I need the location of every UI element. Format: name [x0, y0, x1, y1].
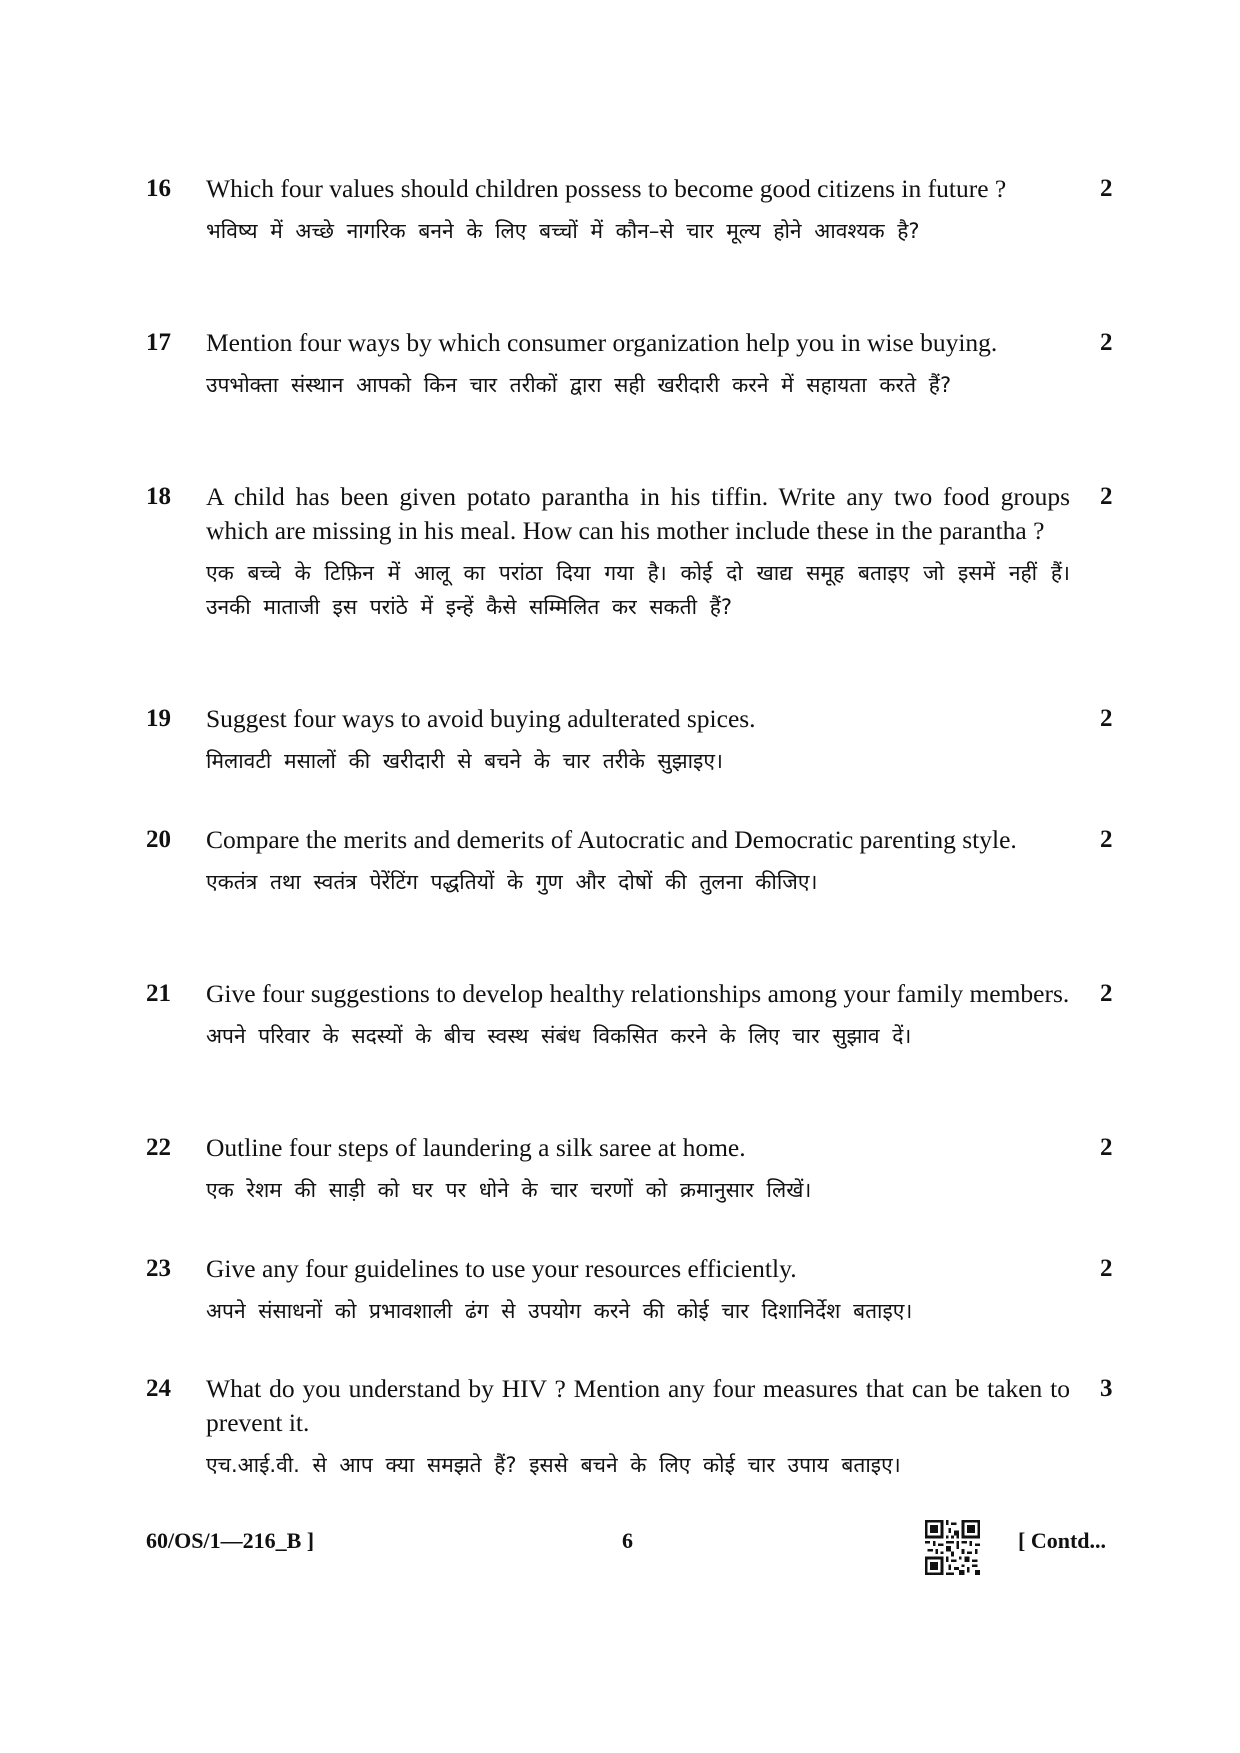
question-marks: 2: [1100, 980, 1113, 1007]
qr-code-icon: [925, 1520, 980, 1575]
question-text-english: Which four values should children possess to become good citizens in future ?: [206, 174, 1007, 203]
question-text-hindi: अपने संसाधनों को प्रभावशाली ढंग से उपयोग करने की कोई चार दिशानिर्देश बताइए।: [206, 1299, 913, 1323]
question-number: 16: [146, 175, 171, 202]
question-text-english: Compare the merits and demerits of Autocratic and Democratic parenting style.: [206, 825, 1017, 854]
question-body: [206, 823, 1070, 899]
question-text-hindi: मिलावटी मसालों की खरीदारी से बचने के चार तरीके सुझाइए।: [206, 749, 723, 773]
question-number: 24: [146, 1375, 171, 1402]
page-footer: [0, 1526, 1240, 1586]
question-number: 22: [146, 1134, 171, 1161]
question-text-hindi: एक रेशम की साड़ी को घर पर धोने के चार चरणों को क्रमानुसार लिखें।: [206, 1178, 812, 1202]
question-marks: 2: [1100, 175, 1113, 202]
question-text-hindi: एच.आई.वी. से आप क्या समझते हैं? इससे बचने के लिए कोई चार उपाय बताइए।: [206, 1453, 901, 1477]
question-text-english: Give four suggestions to develop healthy relationships among your family members.: [206, 979, 1070, 1008]
question-marks: 2: [1100, 1134, 1113, 1161]
question-marks: 3: [1100, 1375, 1113, 1402]
question-marks: 2: [1100, 483, 1113, 510]
question-number: 19: [146, 705, 171, 732]
question-text-hindi: एकतंत्र तथा स्वतंत्र पेरेंटिंग पद्धतियों के गुण और दोषों की तुलना कीजिए।: [206, 870, 818, 894]
question-marks: 2: [1100, 1255, 1113, 1282]
question-text-english: Give any four guidelines to use your resources efficiently.: [206, 1254, 797, 1283]
question-marks: 2: [1100, 329, 1113, 356]
question-body: [206, 977, 1070, 1053]
question-text-hindi: अपने परिवार के सदस्यों के बीच स्वस्थ संबंध विकसित करने के लिए चार सुझाव दें।: [206, 1024, 912, 1048]
page-number: 6: [622, 1528, 633, 1553]
question-text-hindi: भविष्य में अच्छे नागरिक बनने के लिए बच्चों में कौन–से चार मूल्य होने आवश्यक है?: [206, 219, 920, 243]
question-body: [206, 1372, 1070, 1482]
question-number: 17: [146, 329, 171, 356]
question-marks: 2: [1100, 705, 1113, 732]
question-body: [206, 702, 1070, 778]
question-number: 20: [146, 826, 171, 853]
question-body: [206, 1131, 1070, 1207]
question-text-english: What do you understand by HIV ? Mention any four measures that can be taken to prevent it.: [206, 1374, 1070, 1437]
question-body: [206, 1252, 1070, 1328]
question-text-english: Outline four steps of laundering a silk saree at home.: [206, 1133, 746, 1162]
question-number: 18: [146, 483, 171, 510]
question-text-english: Mention four ways by which consumer organization help you in wise buying.: [206, 328, 998, 357]
question-text-hindi: एक बच्चे के टिफ़िन में आलू का परांठा दिया गया है। कोई दो खाद्य समूह बताइए जो इसमें नहीं हैं। उनकी माताजी इस परांठे में इन्हें कैसे सम्मिलित कर सकती हैं?: [206, 561, 1070, 619]
question-body: [206, 172, 1070, 248]
question-body: [206, 326, 1070, 402]
continued-label: [ Contd...: [1018, 1528, 1107, 1553]
question-number: 23: [146, 1255, 171, 1282]
question-marks: 2: [1100, 826, 1113, 853]
question-text-hindi: उपभोक्ता संस्थान आपको किन चार तरीकों द्वारा सही खरीदारी करने में सहायता करते हैं?: [206, 373, 952, 397]
question-text-english: A child has been given potato parantha in his tiffin. Write any two food groups which are missing in his meal. How can his mother include these in the parantha ?: [206, 482, 1070, 545]
question-body: [206, 480, 1070, 624]
question-text-english: Suggest four ways to avoid buying adulterated spices.: [206, 704, 756, 733]
paper-code: 60/OS/1—216_B ]: [146, 1528, 315, 1553]
question-number: 21: [146, 980, 171, 1007]
